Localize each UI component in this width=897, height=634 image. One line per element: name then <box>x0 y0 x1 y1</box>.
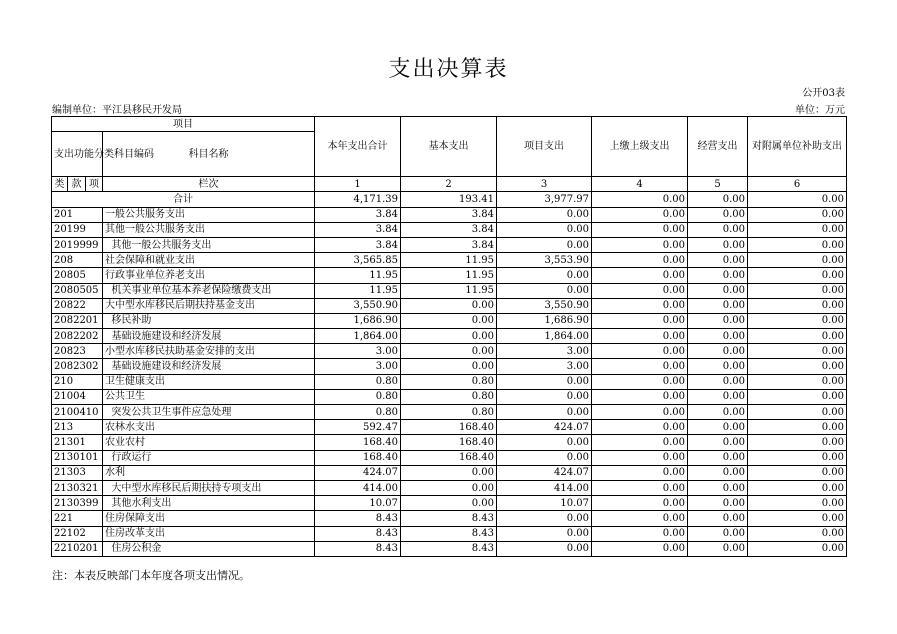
subject-name: 其他水利支出 <box>103 496 315 511</box>
subject-name: 卫生健康支出 <box>103 374 315 389</box>
table-row <box>52 511 847 526</box>
amount-cell: 0.00 <box>688 253 748 268</box>
table-row <box>52 526 847 541</box>
amount-cell: 0.00 <box>688 526 748 541</box>
amount-cell: 0.00 <box>688 329 748 344</box>
amount-cell: 0.00 <box>748 283 847 298</box>
subject-code: 2082201 <box>52 313 103 328</box>
amount-cell: 0.00 <box>688 435 748 450</box>
amount-cell: 0.00 <box>748 541 847 556</box>
amount-cell: 0.00 <box>592 283 688 298</box>
amount-cell: 0.00 <box>748 526 847 541</box>
amount-cell: 0.00 <box>592 329 688 344</box>
subject-name: 其他一般公共服务支出 <box>103 222 315 237</box>
total-cell: 3,977.97 <box>497 192 592 207</box>
amount-cell: 0.00 <box>688 405 748 420</box>
subject-name: 其他一般公共服务支出 <box>103 237 315 252</box>
subject-code: 210 <box>52 374 103 389</box>
page-title: 支出决算表 <box>388 57 509 82</box>
subject-name: 机关事业单位基本养老保险缴费支出 <box>103 283 315 298</box>
subject-name: 基础设施建设和经济发展 <box>103 359 315 374</box>
amount-cell: 10.07 <box>497 496 592 511</box>
table-row <box>52 253 847 268</box>
table-row <box>52 465 847 480</box>
amount-cell: 3,565.85 <box>315 253 401 268</box>
amount-cell: 0.00 <box>748 435 847 450</box>
subject-name: 住房公积金 <box>103 541 315 556</box>
amount-cell: 10.07 <box>315 496 401 511</box>
table-row <box>52 374 847 389</box>
table-row <box>52 359 847 374</box>
subject-name: 水利 <box>103 465 315 480</box>
amount-cell: 168.40 <box>401 420 497 435</box>
amount-cell: 8.43 <box>315 511 401 526</box>
subject-code: 221 <box>52 511 103 526</box>
subject-code: 2210201 <box>52 541 103 556</box>
col-number-4: 4 <box>592 177 688 192</box>
amount-cell: 0.00 <box>748 298 847 313</box>
amount-cell: 3.84 <box>315 222 401 237</box>
amount-cell: 0.00 <box>592 253 688 268</box>
amount-cell: 0.00 <box>688 420 748 435</box>
subject-code: 20823 <box>52 344 103 359</box>
header-col4: 上缴上级支出 <box>592 117 688 177</box>
unit-label: 单位：万元 <box>795 105 845 116</box>
amount-cell: 0.00 <box>748 465 847 480</box>
header-col3: 项目支出 <box>497 117 592 177</box>
subject-code: 22102 <box>52 526 103 541</box>
amount-cell: 0.00 <box>592 313 688 328</box>
amount-cell: 0.00 <box>748 207 847 222</box>
amount-cell: 168.40 <box>315 450 401 465</box>
table-row <box>52 222 847 237</box>
amount-cell: 0.00 <box>748 405 847 420</box>
header-col1: 本年支出合计 <box>315 117 401 177</box>
col-number-5: 5 <box>688 177 748 192</box>
subject-code: 213 <box>52 420 103 435</box>
subject-name: 一般公共服务支出 <box>103 207 315 222</box>
col-number-6: 6 <box>748 177 847 192</box>
amount-cell: 0.00 <box>748 344 847 359</box>
amount-cell: 0.00 <box>748 359 847 374</box>
subject-code: 21004 <box>52 389 103 404</box>
table-row <box>52 298 847 313</box>
amount-cell: 0.00 <box>688 496 748 511</box>
amount-cell: 3,553.90 <box>497 253 592 268</box>
total-cell: 0.00 <box>748 192 847 207</box>
amount-cell: 0.00 <box>401 329 497 344</box>
table-row <box>52 420 847 435</box>
subject-name: 住房改革支出 <box>103 526 315 541</box>
header-lanci: 栏次 <box>103 177 315 192</box>
footnote: 注：本表反映部门本年度各项支出情况。 <box>52 569 250 582</box>
expenditure-table <box>51 116 847 557</box>
amount-cell: 11.95 <box>315 283 401 298</box>
subject-name: 农业农村 <box>103 435 315 450</box>
amount-cell: 0.80 <box>401 374 497 389</box>
subject-code: 2082202 <box>52 329 103 344</box>
amount-cell: 3.00 <box>315 359 401 374</box>
table-row <box>52 541 847 556</box>
subject-name: 突发公共卫生事件应急处理 <box>103 405 315 420</box>
amount-cell: 0.00 <box>592 374 688 389</box>
header-kuan: 款 <box>68 177 86 192</box>
table-row <box>52 329 847 344</box>
amount-cell: 11.95 <box>315 268 401 283</box>
amount-cell: 0.00 <box>592 496 688 511</box>
amount-cell: 3,550.90 <box>315 298 401 313</box>
col-number-3: 3 <box>497 177 592 192</box>
amount-cell: 414.00 <box>315 480 401 495</box>
amount-cell: 3.00 <box>497 359 592 374</box>
amount-cell: 3.84 <box>315 237 401 252</box>
subject-code: 2080505 <box>52 283 103 298</box>
amount-cell: 0.00 <box>688 313 748 328</box>
amount-cell: 0.00 <box>748 450 847 465</box>
subject-name: 大中型水库移民后期扶持专项支出 <box>103 480 315 495</box>
subject-code: 2130399 <box>52 496 103 511</box>
amount-cell: 424.07 <box>497 420 592 435</box>
amount-cell: 0.00 <box>592 541 688 556</box>
table-row <box>52 313 847 328</box>
amount-cell: 0.00 <box>497 526 592 541</box>
amount-cell: 0.00 <box>688 389 748 404</box>
amount-cell: 0.00 <box>592 207 688 222</box>
amount-cell: 0.00 <box>497 283 592 298</box>
subject-code: 20822 <box>52 298 103 313</box>
amount-cell: 0.00 <box>748 480 847 495</box>
total-cell: 4,171.39 <box>315 192 401 207</box>
amount-cell: 0.00 <box>748 313 847 328</box>
amount-cell: 0.00 <box>497 374 592 389</box>
amount-cell: 0.00 <box>748 237 847 252</box>
table-row <box>52 237 847 252</box>
subject-code: 201 <box>52 207 103 222</box>
amount-cell: 0.00 <box>688 450 748 465</box>
total-label: 合计 <box>52 192 315 207</box>
amount-cell: 0.00 <box>748 511 847 526</box>
amount-cell: 0.00 <box>748 389 847 404</box>
total-row <box>52 192 847 207</box>
amount-cell: 8.43 <box>401 511 497 526</box>
header-lei: 类 <box>52 177 68 192</box>
amount-cell: 3.84 <box>315 207 401 222</box>
amount-cell: 8.43 <box>315 541 401 556</box>
amount-cell: 0.00 <box>748 496 847 511</box>
table-row <box>52 344 847 359</box>
total-cell: 0.00 <box>592 192 688 207</box>
amount-cell: 0.00 <box>748 329 847 344</box>
amount-cell: 0.00 <box>592 298 688 313</box>
subject-code: 2019999 <box>52 237 103 252</box>
subject-code: 21301 <box>52 435 103 450</box>
amount-cell: 3.84 <box>401 207 497 222</box>
amount-cell: 0.00 <box>592 420 688 435</box>
table-row <box>52 389 847 404</box>
table-row <box>52 496 847 511</box>
amount-cell: 0.00 <box>688 237 748 252</box>
amount-cell: 0.00 <box>688 480 748 495</box>
amount-cell: 8.43 <box>401 526 497 541</box>
amount-cell: 0.00 <box>688 344 748 359</box>
amount-cell: 0.00 <box>592 450 688 465</box>
amount-cell: 0.00 <box>592 268 688 283</box>
amount-cell: 0.00 <box>688 511 748 526</box>
amount-cell: 168.40 <box>401 435 497 450</box>
amount-cell: 0.80 <box>315 389 401 404</box>
amount-cell: 0.80 <box>315 405 401 420</box>
amount-cell: 0.00 <box>748 253 847 268</box>
amount-cell: 0.00 <box>688 283 748 298</box>
amount-cell: 168.40 <box>401 450 497 465</box>
subject-name: 移民补助 <box>103 313 315 328</box>
amount-cell: 3.00 <box>497 344 592 359</box>
amount-cell: 0.00 <box>497 389 592 404</box>
amount-cell: 1,864.00 <box>497 329 592 344</box>
amount-cell: 0.00 <box>592 526 688 541</box>
amount-cell: 0.00 <box>688 207 748 222</box>
amount-cell: 0.00 <box>401 496 497 511</box>
table-row <box>52 435 847 450</box>
amount-cell: 3.84 <box>401 237 497 252</box>
amount-cell: 168.40 <box>315 435 401 450</box>
amount-cell: 0.00 <box>401 359 497 374</box>
subject-code: 2130321 <box>52 480 103 495</box>
amount-cell: 0.00 <box>592 480 688 495</box>
subject-code: 20199 <box>52 222 103 237</box>
amount-cell: 424.07 <box>497 465 592 480</box>
amount-cell: 11.95 <box>401 268 497 283</box>
subject-name: 农林水支出 <box>103 420 315 435</box>
subject-name: 行政运行 <box>103 450 315 465</box>
header-xiang: 项 <box>86 177 103 192</box>
amount-cell: 0.00 <box>688 222 748 237</box>
subject-name: 公共卫生 <box>103 389 315 404</box>
amount-cell: 0.00 <box>688 541 748 556</box>
amount-cell: 0.00 <box>592 511 688 526</box>
amount-cell: 0.00 <box>748 268 847 283</box>
amount-cell: 0.00 <box>497 405 592 420</box>
amount-cell: 0.80 <box>401 389 497 404</box>
subject-code: 2100410 <box>52 405 103 420</box>
amount-cell: 0.80 <box>315 374 401 389</box>
amount-cell: 1,686.90 <box>315 313 401 328</box>
amount-cell: 0.80 <box>401 405 497 420</box>
table-row <box>52 283 847 298</box>
amount-cell: 0.00 <box>401 313 497 328</box>
subject-name: 基础设施建设和经济发展 <box>103 329 315 344</box>
subject-name: 住房保障支出 <box>103 511 315 526</box>
table-row <box>52 405 847 420</box>
amount-cell: 0.00 <box>592 435 688 450</box>
amount-cell: 1,864.00 <box>315 329 401 344</box>
subject-name: 小型水库移民扶助基金安排的支出 <box>103 344 315 359</box>
amount-cell: 0.00 <box>688 268 748 283</box>
amount-cell: 0.00 <box>401 465 497 480</box>
amount-cell: 0.00 <box>688 359 748 374</box>
amount-cell: 0.00 <box>748 374 847 389</box>
col-number-1: 1 <box>315 177 401 192</box>
organization-label: 编制单位：平江县移民开发局 <box>52 105 182 116</box>
col-number-2: 2 <box>401 177 497 192</box>
header-project: 项目 <box>52 117 315 132</box>
amount-cell: 0.00 <box>592 359 688 374</box>
amount-cell: 0.00 <box>497 511 592 526</box>
amount-cell: 0.00 <box>592 465 688 480</box>
total-cell: 0.00 <box>688 192 748 207</box>
amount-cell: 3.84 <box>401 222 497 237</box>
amount-cell: 3.00 <box>315 344 401 359</box>
amount-cell: 0.00 <box>688 374 748 389</box>
amount-cell: 11.95 <box>401 253 497 268</box>
amount-cell: 0.00 <box>592 237 688 252</box>
amount-cell: 1,686.90 <box>497 313 592 328</box>
subject-code: 20805 <box>52 268 103 283</box>
amount-cell: 424.07 <box>315 465 401 480</box>
subject-code: 2082302 <box>52 359 103 374</box>
amount-cell: 0.00 <box>592 222 688 237</box>
subject-name: 行政事业单位养老支出 <box>103 268 315 283</box>
amount-cell: 0.00 <box>497 207 592 222</box>
subject-code: 208 <box>52 253 103 268</box>
form-number: 公开03表 <box>802 88 845 99</box>
subject-code: 21303 <box>52 465 103 480</box>
amount-cell: 3,550.90 <box>497 298 592 313</box>
header-col2: 基本支出 <box>401 117 497 177</box>
amount-cell: 592.47 <box>315 420 401 435</box>
amount-cell: 0.00 <box>497 450 592 465</box>
amount-cell: 0.00 <box>497 541 592 556</box>
amount-cell: 0.00 <box>401 344 497 359</box>
subject-name: 大中型水库移民后期扶持基金支出 <box>103 298 315 313</box>
total-cell: 193.41 <box>401 192 497 207</box>
amount-cell: 0.00 <box>401 480 497 495</box>
amount-cell: 0.00 <box>688 465 748 480</box>
amount-cell: 11.95 <box>401 283 497 298</box>
amount-cell: 0.00 <box>497 222 592 237</box>
subject-name: 社会保障和就业支出 <box>103 253 315 268</box>
amount-cell: 0.00 <box>688 298 748 313</box>
subject-code: 2130101 <box>52 450 103 465</box>
table-row <box>52 207 847 222</box>
amount-cell: 8.43 <box>401 541 497 556</box>
amount-cell: 0.00 <box>592 405 688 420</box>
amount-cell: 414.00 <box>497 480 592 495</box>
amount-cell: 0.00 <box>748 222 847 237</box>
header-col5: 经营支出 <box>688 117 748 177</box>
amount-cell: 0.00 <box>592 344 688 359</box>
amount-cell: 8.43 <box>315 526 401 541</box>
header-subject-name: 科目名称 <box>103 132 315 177</box>
table-row <box>52 268 847 283</box>
amount-cell: 0.00 <box>401 298 497 313</box>
amount-cell: 0.00 <box>497 237 592 252</box>
amount-cell: 0.00 <box>592 389 688 404</box>
table-row <box>52 480 847 495</box>
header-col6: 对附属单位补助支出 <box>748 117 847 177</box>
table-row <box>52 450 847 465</box>
amount-cell: 0.00 <box>748 420 847 435</box>
amount-cell: 0.00 <box>497 268 592 283</box>
amount-cell: 0.00 <box>497 435 592 450</box>
header-func-code: 支出功能分类科目编码 <box>52 132 103 177</box>
